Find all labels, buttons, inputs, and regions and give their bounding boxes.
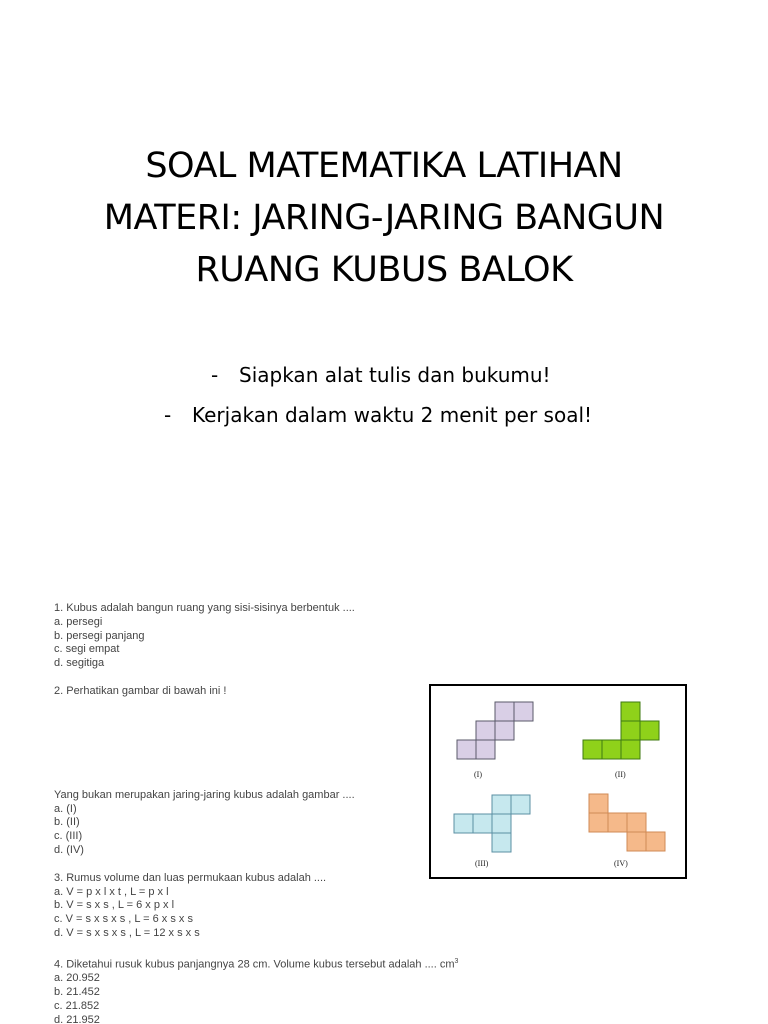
net-2-square (602, 740, 621, 759)
net-4-square (608, 813, 627, 832)
net-4-label: (IV) (614, 859, 628, 868)
cube-nets-figure (429, 684, 687, 879)
answer-option: b. 21.452 (54, 986, 100, 998)
answer-option: a. (I) (54, 802, 77, 815)
instruction-text: Kerjakan dalam waktu 2 menit per soal! (192, 403, 593, 427)
answer-option: a. persegi (54, 615, 103, 628)
net-3-square (492, 814, 511, 833)
net-1-square (476, 740, 495, 759)
net-3-square (492, 833, 511, 852)
answer-option: c. 21.852 (54, 999, 100, 1012)
cubic-superscript: 3 (454, 957, 459, 965)
bullet-dash: - (211, 363, 219, 387)
question-2 (54, 685, 414, 858)
question-3 (54, 872, 414, 941)
net-3-square (511, 795, 530, 814)
question-4 (54, 955, 459, 1024)
question-prompt-text: 4. Diketahui rusuk kubus panjangnya 28 cm. Volume kubus tersebut adalah .... cm (54, 958, 455, 971)
answer-option: a. V = p x l x t , L = p x l (54, 885, 169, 898)
net-2-square (621, 721, 640, 740)
title-line-3: RUANG KUBUS BALOK (195, 250, 573, 290)
answer-option: c. V = s x s x s , L = 6 x s x s (54, 913, 193, 926)
question-prompt: 3. Rumus volume dan luas permukaan kubus adalah .... (54, 871, 327, 884)
net-3-square (473, 814, 492, 833)
title-line-1: SOAL MATEMATIKA LATIHAN (145, 146, 623, 186)
question-1 (54, 602, 414, 671)
net-3-square (454, 814, 473, 833)
instruction-item (211, 363, 551, 387)
question-prompt: 2. Perhatikan gambar di bawah ini ! (54, 684, 227, 697)
question-list (54, 602, 459, 1024)
answer-option: d. 21.952 (54, 1013, 100, 1024)
net-1-square (495, 721, 514, 740)
instruction-item (164, 403, 592, 427)
question-followup: Yang bukan merupakan jaring-jaring kubus adalah gambar .... (54, 788, 355, 801)
net-1 (457, 702, 533, 759)
question-prompt: 1. Kubus adalah bangun ruang yang sisi-sisinya berbentuk .... (54, 602, 355, 614)
net-2-label: (II) (615, 770, 626, 779)
instruction-text: Siapkan alat tulis dan bukumu! (239, 363, 551, 387)
net-3-square (492, 795, 511, 814)
net-2-square (583, 740, 602, 759)
answer-option: d. (IV) (54, 843, 84, 856)
answer-option: a. 20.952 (54, 972, 100, 985)
net-4-square (627, 832, 646, 851)
bullet-dash: - (164, 403, 172, 427)
answer-option: d. segitiga (54, 657, 105, 670)
net-3 (454, 795, 530, 852)
net-4-square (589, 794, 608, 813)
cube-nets-svg (431, 686, 684, 876)
question-prompt (54, 955, 459, 972)
answer-option: b. persegi panjang (54, 629, 145, 642)
net-2-square (640, 721, 659, 740)
net-4 (589, 794, 665, 851)
net-4-square (627, 813, 646, 832)
net-1-label: (I) (474, 770, 482, 779)
net-4-square (646, 832, 665, 851)
answer-option: b. (II) (54, 816, 80, 829)
answer-option: c. (III) (54, 830, 83, 843)
slide-title (0, 140, 768, 296)
net-2 (583, 702, 659, 759)
net-2-square (621, 702, 640, 721)
net-1-square (457, 740, 476, 759)
net-3-label: (III) (475, 859, 489, 868)
title-line-2: MATERI: JARING-JARING BANGUN (103, 198, 665, 238)
net-1-square (514, 702, 533, 721)
net-1-square (476, 721, 495, 740)
net-1-square (495, 702, 514, 721)
answer-option: c. segi empat (54, 643, 120, 656)
answer-option: d. V = s x s x s , L = 12 x s x s (54, 926, 200, 939)
net-2-square (621, 740, 640, 759)
net-4-square (589, 813, 608, 832)
answer-option: b. V = s x s , L = 6 x p x l (54, 899, 175, 912)
